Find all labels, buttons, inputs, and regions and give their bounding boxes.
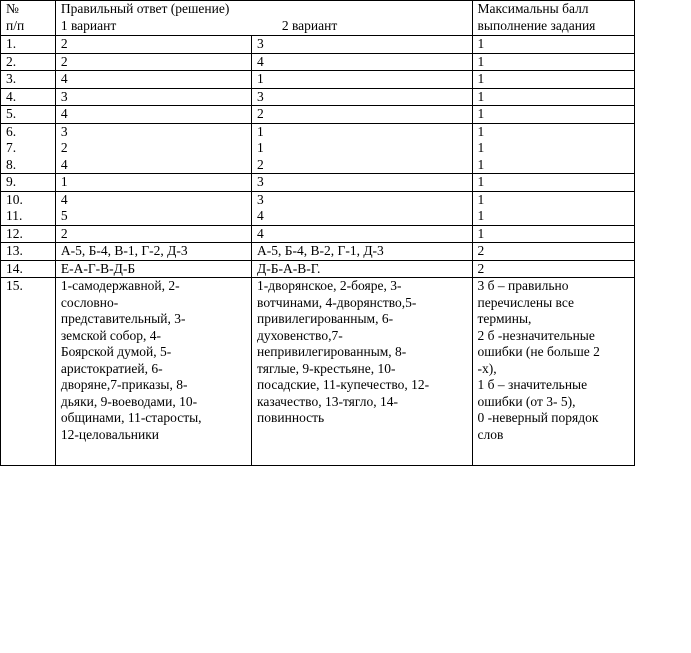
cell-text: 1 [257, 140, 264, 155]
number-cell [1, 88, 56, 106]
header-variant1-label: 1 вариант [60, 17, 117, 33]
cell-text: 1 [477, 174, 485, 189]
max-score-cell [472, 71, 634, 89]
variant2-cell [252, 123, 472, 174]
variant2-cell [252, 191, 472, 225]
cell-text: 4 [60, 156, 68, 172]
cell-text: 3. [6, 71, 17, 86]
number-cell [1, 225, 56, 243]
cell-text: 1 [257, 123, 264, 139]
cell-text: 10. [6, 191, 23, 207]
variant2-cell [252, 53, 472, 71]
max-score-cell [472, 278, 634, 466]
cell-text: земской собор, 4- [60, 327, 162, 343]
table-row [1, 88, 635, 106]
cell-text: 1 [257, 71, 264, 86]
cell-text: 1 [477, 225, 485, 241]
cell-text: 11. [6, 208, 23, 223]
variant1-cell [55, 123, 251, 174]
cell-text: 4 [257, 208, 264, 223]
cell-text: 4 [60, 106, 68, 121]
cell-text: 1 [477, 191, 485, 207]
variant2-cell [252, 71, 472, 89]
max-score-cell [472, 36, 634, 54]
cell-text: Д-Б-А-В-Г. [257, 260, 321, 276]
cell-text: тяглые, 9-крестьяне, 10- [257, 360, 396, 376]
cell-text: Е-А-Г-В-Д-Б [60, 260, 136, 276]
table-row [1, 174, 635, 192]
table-row [1, 225, 635, 243]
variant2-cell [252, 88, 472, 106]
cell-text: термины, [477, 311, 532, 326]
number-cell [1, 106, 56, 124]
cell-text: 4 [257, 225, 264, 241]
max-score-cell [472, 88, 634, 106]
cell-text: представительный, 3- [60, 311, 186, 326]
cell-text: привилегированным, 6- [257, 311, 394, 326]
table-row [1, 260, 635, 278]
variant2-cell [252, 36, 472, 54]
cell-text: 2. [6, 53, 17, 69]
cell-text: 3 [257, 174, 264, 189]
cell-text: 12-целовальники [60, 426, 159, 442]
number-cell [1, 174, 56, 192]
number-cell [1, 123, 56, 174]
cell-text: 4. [6, 88, 17, 104]
cell-text: аристократией, 6- [60, 360, 163, 376]
cell-text: 2 [60, 36, 68, 51]
variant2-cell [252, 225, 472, 243]
variant1-cell [55, 36, 251, 54]
cell-text: посадские, 11-купечество, 12- [257, 377, 430, 392]
cell-text: 2 [60, 140, 68, 155]
cell-text: А-5, Б-4, В-1, Г-2, Д-3 [60, 243, 188, 258]
cell-text: 9. [6, 174, 17, 189]
header-number-label: п/п [6, 17, 25, 33]
number-cell [1, 36, 56, 54]
cell-text: 4 [60, 71, 68, 86]
cell-text: 7. [6, 140, 17, 155]
cell-text: 6. [6, 123, 17, 139]
variant1-cell [55, 106, 251, 124]
header-max-label-line2: выполнение задания [477, 17, 596, 33]
cell-text: 1 [477, 156, 485, 172]
variant1-cell [55, 88, 251, 106]
table-row [1, 36, 635, 54]
variant2-cell [252, 243, 472, 261]
cell-text: 1 [477, 71, 485, 86]
variant2-cell [252, 174, 472, 192]
cell-text: 1. [6, 36, 17, 51]
table-row [1, 191, 635, 225]
table-row-15 [1, 278, 635, 466]
max-score-cell [472, 260, 634, 278]
cell-text: повинность [257, 410, 325, 425]
number-cell [1, 71, 56, 89]
cell-text: 3 [60, 123, 68, 139]
cell-text: 14. [6, 260, 23, 276]
cell-text: 4 [257, 53, 264, 69]
number-cell [1, 53, 56, 71]
cell-text: вотчинами, 4-дворянство,5- [257, 294, 417, 310]
cell-text: 1 [477, 123, 485, 139]
cell-text: А-5, Б-4, В-2, Г-1, Д-3 [257, 243, 384, 258]
cell-text: 8. [6, 156, 17, 172]
cell-text: непривилегированным, 8- [257, 344, 407, 359]
header-max-cell [472, 1, 634, 36]
cell-text: 1-дворянское, 2-бояре, 3- [257, 278, 402, 293]
variant1-cell [55, 278, 251, 466]
cell-text: 2 [257, 106, 264, 121]
table-row [1, 243, 635, 261]
variant1-cell [55, 53, 251, 71]
cell-text: ошибки (не больше 2 [477, 344, 600, 359]
max-score-cell [472, 53, 634, 71]
cell-text: перечислены все [477, 294, 575, 310]
variant1-cell [55, 260, 251, 278]
cell-text: 0 -неверный порядок [477, 410, 599, 425]
cell-text: Боярской думой, 5- [60, 344, 172, 359]
variant1-cell [55, 174, 251, 192]
header-number-cell [1, 1, 56, 36]
max-score-cell [472, 191, 634, 225]
cell-text: дворяне,7-приказы, 8- [60, 377, 188, 392]
header-row [1, 1, 635, 36]
cell-text: ошибки (от 3- 5), [477, 393, 576, 409]
number-cell [1, 243, 56, 261]
cell-text: 4 [60, 191, 68, 207]
cell-text: общинами, 11-старосты, [60, 410, 202, 425]
max-score-cell [472, 225, 634, 243]
header-number-symbol: № [6, 1, 19, 16]
cell-text: 2 [60, 225, 68, 241]
table-row [1, 53, 635, 71]
cell-text: слов [477, 426, 504, 442]
cell-text: 1 [60, 174, 68, 189]
number-cell [1, 191, 56, 225]
cell-text: 5. [6, 106, 17, 121]
header-answer-cell [55, 1, 472, 36]
variant1-cell [55, 243, 251, 261]
cell-text: 2 б -незначительные [477, 327, 595, 343]
cell-text: 1 [477, 36, 485, 51]
cell-text: дьяки, 9-воеводами, 10- [60, 393, 198, 409]
variant2-cell [252, 106, 472, 124]
cell-text: 13. [6, 243, 23, 258]
max-score-cell [472, 174, 634, 192]
cell-text: 5 [60, 208, 68, 223]
cell-text: 3 [60, 88, 68, 104]
cell-text: 3 [257, 88, 264, 104]
table-row [1, 106, 635, 124]
header-max-label-line1: Максимальны балл [477, 1, 589, 16]
cell-text: сословно- [60, 294, 119, 310]
cell-text: казачество, 13-тягло, 14- [257, 393, 398, 409]
variant1-cell [55, 225, 251, 243]
cell-text: 1 [477, 140, 485, 155]
table-row [1, 71, 635, 89]
cell-text: 12. [6, 225, 23, 241]
cell-text: духовенство,7- [257, 327, 343, 343]
cell-text: 2 [477, 260, 485, 276]
cell-text: 2 [477, 243, 485, 258]
variant2-cell [252, 278, 472, 466]
cell-text: 1 [477, 53, 485, 69]
cell-text: -х), [477, 360, 497, 376]
table-row [1, 123, 635, 174]
cell-text: 3 [257, 191, 264, 207]
variant2-cell [252, 260, 472, 278]
cell-text: 1-самодержавной, 2- [60, 278, 180, 293]
max-score-cell [472, 106, 634, 124]
cell-text: 3 б – правильно [477, 278, 569, 293]
header-answer-title: Правильный ответ (решение) [60, 1, 230, 16]
number-cell [1, 260, 56, 278]
header-variant2-label: 2 вариант [281, 17, 338, 33]
cell-text: 2 [257, 156, 264, 172]
max-score-cell [472, 243, 634, 261]
variant1-cell [55, 191, 251, 225]
cell-text: 1 [477, 88, 485, 104]
cell-text: 1 б – значительные [477, 377, 588, 392]
max-score-cell [472, 123, 634, 174]
number-cell: 15. [1, 278, 56, 466]
cell-text: 2 [60, 53, 68, 69]
cell-text: 1 [477, 106, 485, 121]
variant1-cell [55, 71, 251, 89]
cell-text: 1 [477, 208, 485, 223]
cell-text: 3 [257, 36, 264, 51]
